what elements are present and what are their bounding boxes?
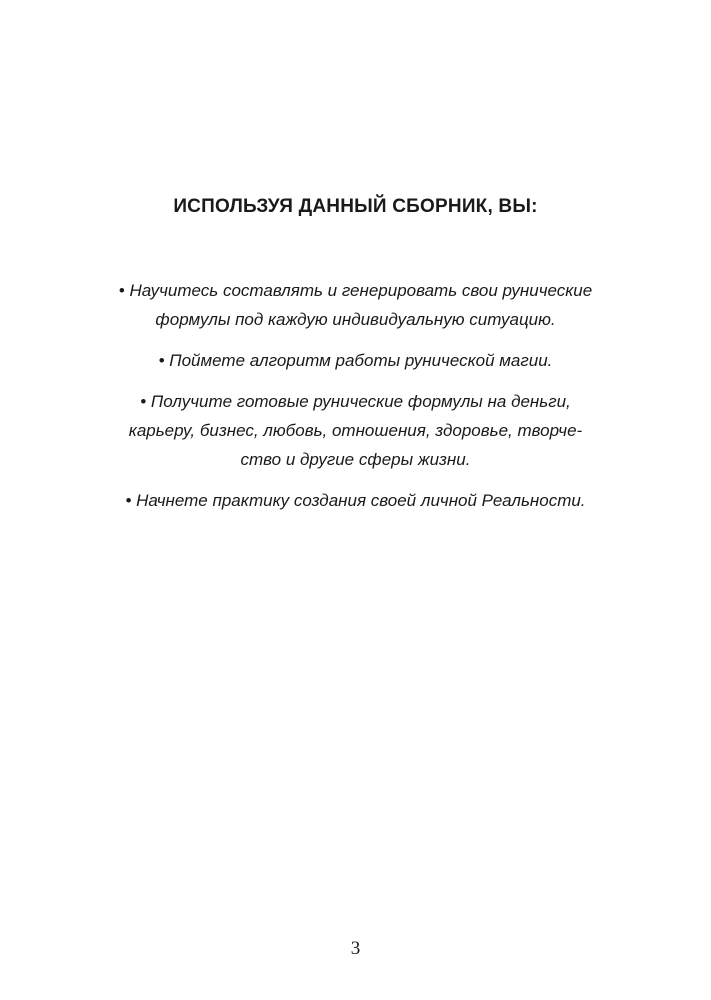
list-item-line: • Начнете практику создания своей личной Реальности. xyxy=(125,491,586,510)
list-item-line: ство и другие сферы жизни. xyxy=(240,450,471,469)
page-heading: ИСПОЛЬЗУЯ ДАННЫЙ СБОРНИК, ВЫ: xyxy=(173,196,538,217)
benefits-list xyxy=(0,276,711,515)
list-item xyxy=(0,276,711,334)
list-item-line: формулы под каждую индивидуальную ситуацию. xyxy=(155,310,556,329)
list-item xyxy=(0,486,711,515)
list-item-line: • Получите готовые рунические формулы на деньги, xyxy=(140,392,571,411)
list-item xyxy=(0,346,711,375)
list-item xyxy=(0,387,711,474)
list-item-line: карьеру, бизнес, любовь, отношения, здоровье, творче- xyxy=(128,421,583,440)
page-number: 3 xyxy=(350,938,361,959)
list-item-line: • Поймете алгоритм работы рунической магии. xyxy=(158,351,553,370)
list-item-line: • Научитесь составлять и генерировать свои рунические xyxy=(118,281,593,300)
